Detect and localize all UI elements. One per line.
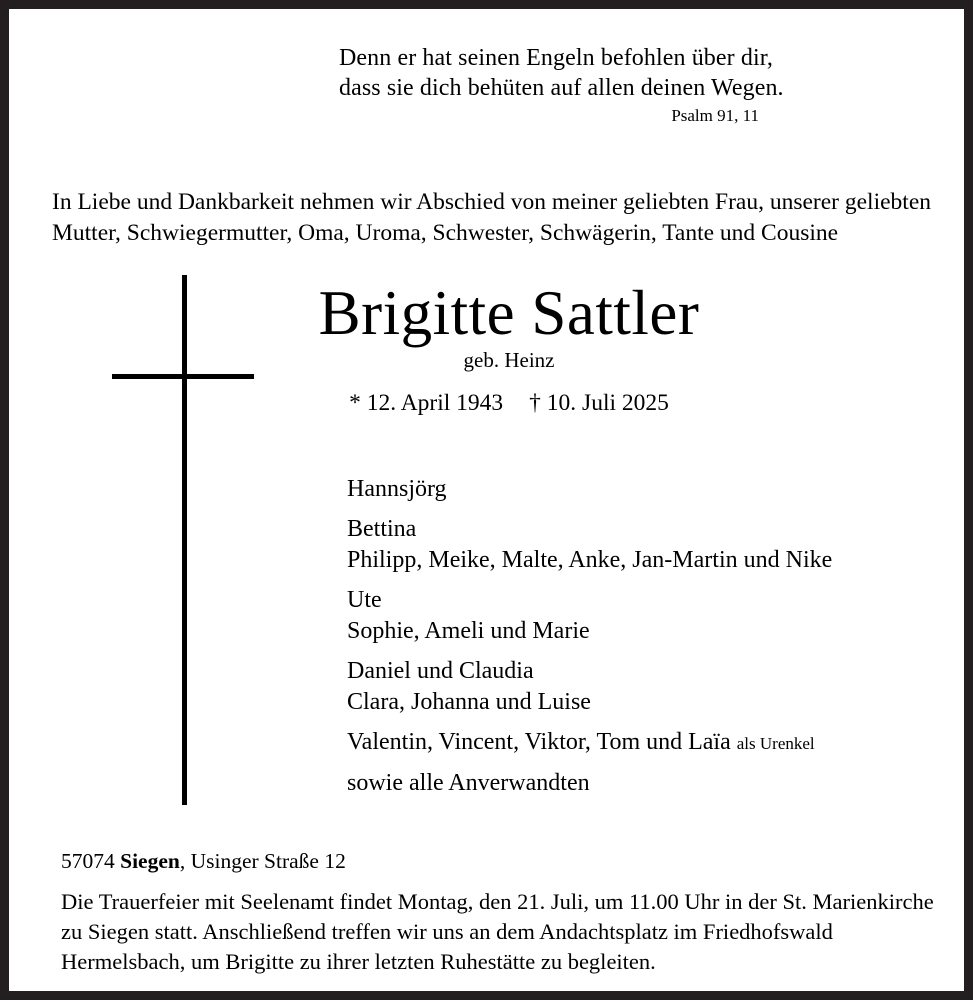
intro-line-1: In Liebe und Dankbarkeit nehmen wir Abschied von meiner geliebten Frau, unserer geliebten: [52, 189, 932, 215]
survivor-line: Sophie, Ameli und Marie: [347, 618, 590, 644]
survivor-line-with-qualifier: [347, 727, 907, 759]
deceased-maiden-name: geb. Heinz: [463, 348, 555, 372]
survivor-line: Philipp, Meike, Malte, Anke, Jan-Martin und Nike: [347, 547, 833, 573]
survivor-group-6: [347, 768, 907, 799]
cross-horizontal-bar: [112, 374, 254, 379]
survivor-group-3: [347, 585, 907, 647]
survivor-line: Hannsjörg: [347, 476, 447, 502]
survivor-group-2: [347, 514, 907, 576]
survivor-line: Bettina: [347, 516, 417, 542]
details-line-3: Hermelsbach, um Brigitte zu ihrer letzten Ruhestätte zu begleiten.: [61, 949, 656, 974]
life-dates: [259, 389, 759, 417]
address-postal-code: 57074: [61, 849, 115, 873]
address-city: Siegen: [120, 849, 180, 873]
survivor-group-4: [347, 656, 907, 718]
details-line-1: Die Trauerfeier mit Seelenamt findet Montag, den 21. Juli, um 11.00 Uhr in der St. Marienkirche: [61, 889, 934, 914]
details-line-2: zu Siegen statt. Anschließend treffen wir uns an dem Andachtsplatz im Friedhofswald: [61, 919, 833, 944]
survivor-group-5: [347, 727, 907, 759]
survivor-relation-qualifier: als Urenkel: [736, 734, 815, 753]
death-date: 10. Juli 2025: [546, 390, 669, 416]
verse-line-1: Denn er hat seinen Engeln befohlen über dir,: [339, 45, 773, 71]
survivor-line: sowie alle Anverwandten: [347, 770, 590, 796]
survivors-list: [347, 474, 907, 799]
scripture-verse-block: [339, 43, 784, 127]
address-separator: ,: [179, 849, 191, 873]
family-address: [61, 847, 346, 875]
deceased-full-name: Brigitte Sattler: [318, 278, 700, 348]
birth-symbol: *: [349, 390, 361, 416]
survivor-line: Ute: [347, 587, 382, 613]
survivor-names: Valentin, Vincent, Viktor, Tom und Laïa: [347, 729, 731, 755]
funeral-service-details: [61, 887, 941, 977]
survivor-line: Clara, Johanna und Luise: [347, 689, 591, 715]
survivor-line: Daniel und Claudia: [347, 658, 534, 684]
verse-source-reference: Psalm 91, 11: [671, 106, 759, 125]
survivor-group-1: [347, 474, 907, 505]
notice-sheet: [9, 9, 964, 991]
address-street: Usinger Straße 12: [190, 849, 346, 873]
cross-vertical-stem: [182, 275, 187, 805]
introduction-paragraph: [52, 187, 932, 249]
deceased-name-block: [259, 277, 759, 417]
birth-date: 12. April 1943: [366, 390, 504, 416]
intro-line-2: Mutter, Schwiegermutter, Oma, Uroma, Schwester, Schwägerin, Tante und Cousine: [52, 220, 839, 246]
death-symbol: †: [529, 390, 541, 416]
verse-line-2: dass sie dich behüten auf allen deinen Wegen.: [339, 75, 784, 101]
